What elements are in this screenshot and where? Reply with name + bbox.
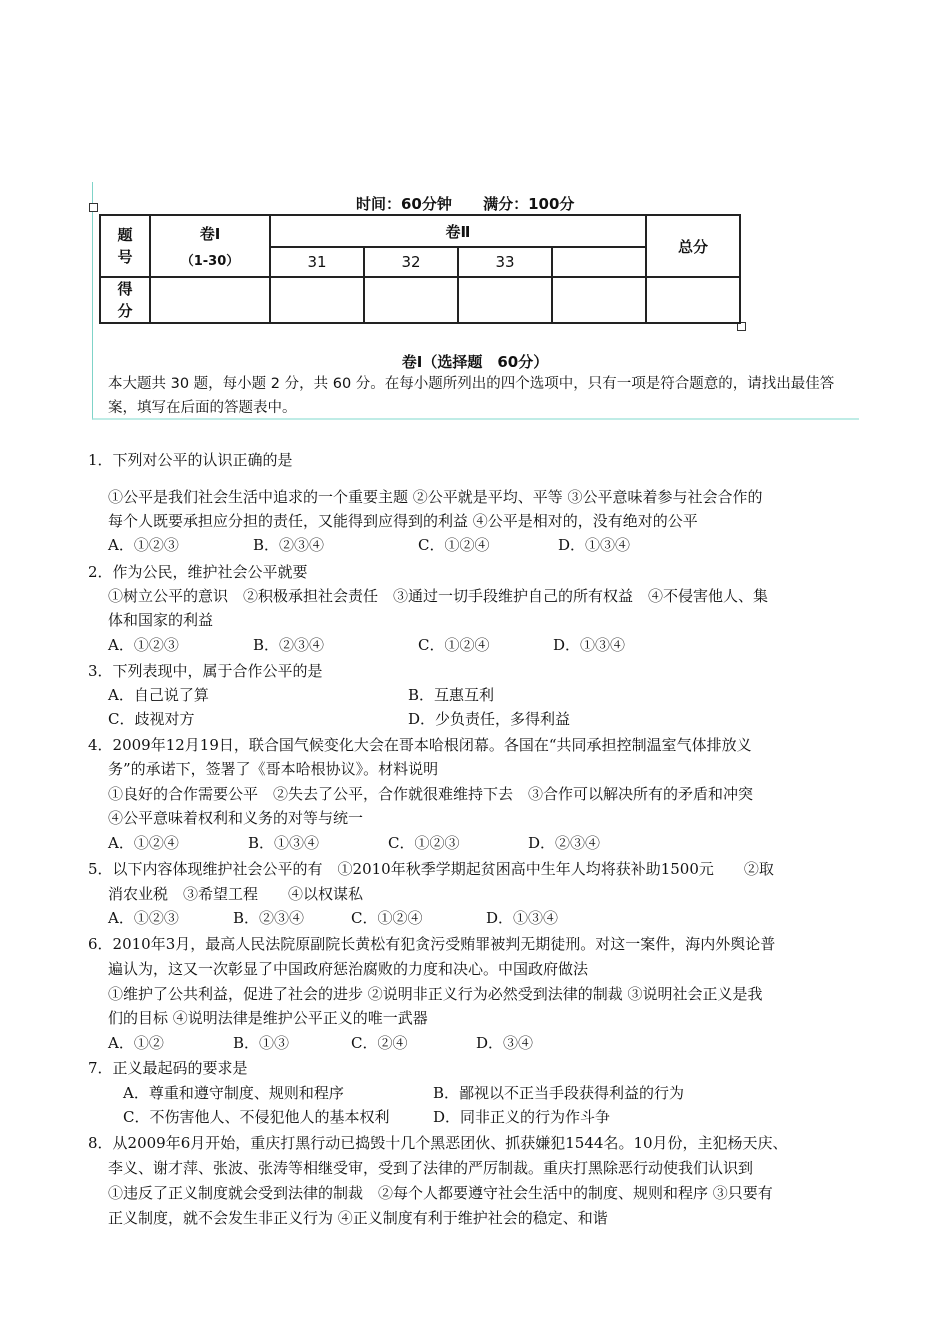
- option-b[interactable]: B．互惠互利: [408, 686, 495, 704]
- question-7-options: [123, 1105, 610, 1129]
- option-a[interactable]: A．尊重和遵守制度、规则和程序: [123, 1084, 344, 1102]
- question-3-options: [108, 707, 570, 731]
- question-5-line: 消农业税 ③希望工程 ④以权谋私: [108, 885, 364, 903]
- option-d[interactable]: D．②③④: [528, 834, 601, 852]
- option-a[interactable]: A．①②: [108, 1034, 164, 1052]
- question-2-line: 体和国家的利益: [108, 611, 214, 629]
- option-a[interactable]: A．①②③: [108, 909, 179, 927]
- option-b[interactable]: B．①③: [233, 1034, 290, 1052]
- q31-header: 31: [270, 247, 364, 277]
- option-d[interactable]: D．同非正义的行为作斗争: [433, 1108, 611, 1126]
- option-b[interactable]: B．①③④: [248, 834, 320, 852]
- option-c[interactable]: C．①②④: [418, 636, 490, 654]
- time-score-line: [356, 193, 600, 214]
- question-2-stem: 2．作为公民，维护社会公平就要: [88, 563, 308, 581]
- question-6-line: ①维护了公共利益，促进了社会的进步 ②说明非正义行为必然受到法律的制裁 ③说明社会正义是我: [108, 985, 763, 1003]
- exam-time: 时间：60分钟: [356, 195, 452, 213]
- question-6-line: 们的目标 ④说明法律是维护公平正义的唯一武器: [108, 1009, 428, 1027]
- option-d[interactable]: D．少负责任，多得利益: [408, 710, 571, 728]
- score-table: [99, 214, 741, 324]
- question-1-line: 每个人既要承担应分担的责任，又能得到应得到的利益 ④公平是相对的，没有绝对的公平: [108, 512, 698, 530]
- score-cell[interactable]: [150, 277, 270, 323]
- question-4-stem: 4．2009年12月19日，联合国气候变化大会在哥本哈根闭幕。各国在“共同承担控制温室气体排放义: [88, 736, 752, 754]
- option-c[interactable]: C．①②③: [388, 834, 460, 852]
- question-3-stem: 3．下列表现中，属于合作公平的是: [88, 662, 323, 680]
- question-8-line: ①违反了正义制度就会受到法律的制裁 ②每个人都要遵守社会生活中的制度、规则和程序 ③只要有: [108, 1184, 773, 1202]
- blank-header: [552, 247, 646, 277]
- row-label-score: 得 分: [100, 277, 150, 323]
- vol1-header: 卷Ⅰ （1-30）: [150, 215, 270, 277]
- question-2-options: [108, 633, 625, 657]
- option-a[interactable]: A．自己说了算: [108, 686, 209, 704]
- option-c[interactable]: C．不伤害他人、不侵犯他人的基本权利: [123, 1108, 390, 1126]
- question-7-stem: 7．正义最起码的要求是: [88, 1059, 248, 1077]
- vol2-header: 卷Ⅱ: [270, 215, 646, 247]
- question-2-line: ①树立公平的意识 ②积极承担社会责任 ③通过一切手段维护自己的所有权益 ④不侵害他人、集: [108, 587, 769, 605]
- option-d[interactable]: D．①③④: [486, 909, 559, 927]
- option-a[interactable]: A．①②③: [108, 536, 179, 554]
- score-cell[interactable]: [270, 277, 364, 323]
- option-c[interactable]: C．②④: [351, 1034, 408, 1052]
- question-1-stem: 1．下列对公平的认识正确的是: [88, 451, 293, 469]
- option-c[interactable]: C．①②④: [351, 909, 423, 927]
- score-cell[interactable]: [364, 277, 458, 323]
- question-1-line: ①公平是我们社会生活中追求的一个重要主题 ②公平就是平均、平等 ③公平意味着参与社会合作的: [108, 488, 763, 506]
- score-cell[interactable]: [458, 277, 552, 323]
- option-d[interactable]: D．①③④: [558, 536, 631, 554]
- question-4-line: ④公平意味着权利和义务的对等与统一: [108, 809, 364, 827]
- row-label-question-number: 题 号: [100, 215, 150, 277]
- question-5-options: [108, 906, 558, 930]
- option-b[interactable]: B．②③④: [253, 536, 325, 554]
- section-intro: 本大题共 30 题，每小题 2 分，共 60 分。在每小题所列出的四个选项中，只有一项是符合题意的，请找出最佳答案，填写在后面的答题表中。: [108, 376, 835, 416]
- exam-full-score: 满分：100分: [483, 195, 575, 213]
- question-5-stem: 5．以下内容体现维护社会公平的有 ①2010年秋季学期起贫困高中生年人均将获补助1500元 ②取: [88, 860, 774, 878]
- q33-header: 33: [458, 247, 552, 277]
- question-6-stem: 6．2010年3月，最高人民法院原副院长黄松有犯贪污受贿罪被判无期徒刑。对这一案件，海内外舆论普: [88, 935, 776, 953]
- option-a[interactable]: A．①②④: [108, 834, 179, 852]
- question-6-options: [108, 1031, 533, 1055]
- question-4-line: ①良好的合作需要公平 ②失去了公平，合作就很难维持下去 ③合作可以解决所有的矛盾和冲突: [108, 785, 754, 803]
- question-6-line: 遍认为，这又一次彰显了中国政府惩治腐败的力度和决心。中国政府做法: [108, 960, 589, 978]
- option-c[interactable]: C．①②④: [418, 536, 490, 554]
- question-8-line: 李义、谢才萍、张波、张涛等相继受审，受到了法律的严厉制裁。重庆打黑除恶行动使我们认识到: [108, 1159, 754, 1177]
- question-8-line: 正义制度，就不会发生非正义行为 ④正义制度有利于维护社会的稳定、和谐: [108, 1209, 608, 1227]
- score-cell[interactable]: [646, 277, 740, 323]
- option-b[interactable]: B．鄙视以不正当手段获得利益的行为: [433, 1084, 685, 1102]
- question-7-options: [123, 1081, 684, 1105]
- option-c[interactable]: C．歧视对方: [108, 710, 195, 728]
- option-d[interactable]: D．③④: [476, 1034, 534, 1052]
- total-header: 总分: [646, 215, 740, 277]
- section-title: 卷Ⅰ（选择题 60分）: [401, 353, 549, 371]
- option-a[interactable]: A．①②③: [108, 636, 179, 654]
- question-3-options: [108, 683, 494, 707]
- score-cell[interactable]: [552, 277, 646, 323]
- option-b[interactable]: B．②③④: [253, 636, 325, 654]
- question-4-options: [108, 831, 600, 855]
- question-8-stem: 8．从2009年6月开始，重庆打黑行动已捣毁十几个黑恶团伙、抓获嫌犯1544名。10月份，主犯杨天庆、: [88, 1134, 788, 1152]
- q32-header: 32: [364, 247, 458, 277]
- question-1-options: [108, 533, 630, 557]
- resize-handle[interactable]: [89, 203, 98, 212]
- option-b[interactable]: B．②③④: [233, 909, 305, 927]
- question-4-line: 务”的承诺下，签署了《哥本哈根协议》。材料说明: [108, 760, 439, 778]
- option-d[interactable]: D．①③④: [553, 636, 626, 654]
